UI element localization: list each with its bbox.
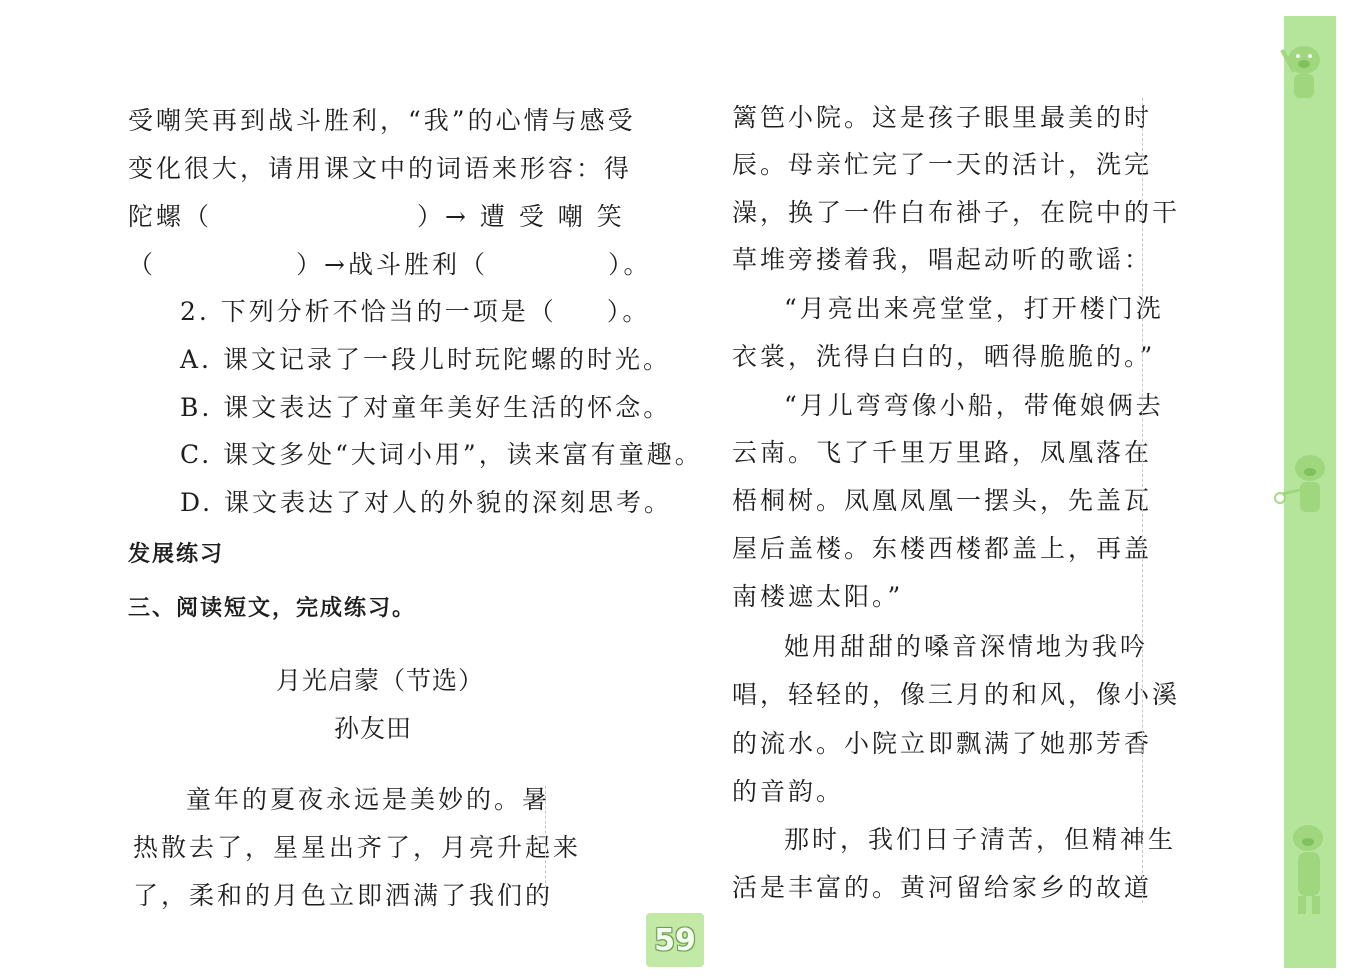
option-a: A. 课文记录了一段儿时玩陀螺的时光。	[180, 345, 671, 374]
passage-line-2: 热散去了，星星出齐了，月亮升起来	[133, 833, 582, 862]
right-line-5: “月亮出来亮堂堂，打开楼门洗	[784, 294, 1164, 323]
right-line-13: 唱，轻轻的，像三月的和风，像小溪	[732, 680, 1181, 709]
answer-middle-text: ）→战斗胜利（	[296, 250, 488, 279]
answer-suffix-text: ）→ 遭 受 嘲 笑	[417, 202, 625, 231]
section-heading: 发展练习	[128, 542, 225, 567]
question-2-close: ）。	[606, 297, 651, 326]
question-1-line-4	[128, 250, 651, 280]
cartoon-pig-bottom-icon	[1270, 820, 1334, 927]
option-d: D. 课文表达了对人的外貌的深刻思考。	[180, 488, 673, 517]
passage-column-divider	[545, 786, 546, 908]
right-line-12: 她用甜甜的嗓音深情地为我吟	[784, 632, 1149, 661]
right-line-9: 梧桐树。凤凰凤凰一摆头，先盖瓦	[732, 486, 1153, 515]
cartoon-pig-yoyo-icon	[1272, 450, 1336, 537]
answer-suffix-text: ）。	[607, 250, 652, 279]
page-number-badge	[646, 913, 704, 967]
right-line-1: 篱笆小院。这是孩子眼里最美的时	[732, 103, 1153, 132]
right-line-17: 活是丰富的。黄河留给家乡的故道	[732, 873, 1153, 902]
right-line-14: 的流水。小院立即飘满了她那芳香	[732, 729, 1153, 758]
answer-prefix-text: 陀螺（	[128, 202, 213, 231]
right-line-16: 那时，我们日子清苦，但精神生	[784, 825, 1177, 854]
right-line-11: 南楼遮太阳。”	[732, 582, 904, 611]
right-line-4: 草堆旁搂着我，唱起动听的歌谣：	[732, 245, 1153, 274]
question-1-line-2: 变化很大，请用课文中的词语来形容：得	[128, 154, 633, 183]
cartoon-pig-mascot-icon	[1268, 40, 1332, 117]
question-2-text: 2. 下列分析不恰当的一项是（	[180, 297, 557, 326]
right-line-8: 云南。飞了千里万里路，凤凰落在	[732, 438, 1153, 467]
right-line-10: 屋后盖楼。东楼西楼都盖上，再盖	[732, 534, 1153, 563]
question-1-line-3	[128, 202, 625, 232]
right-line-2: 辰。母亲忙完了一天的活计，洗完	[732, 150, 1153, 179]
task-heading: 三、阅读短文，完成练习。	[128, 596, 417, 621]
article-title: 月光启蒙（节选）	[276, 666, 485, 695]
page-number: 59	[654, 922, 696, 958]
option-c: C. 课文多处“大词小用”，读来富有童趣。	[180, 440, 703, 469]
question-1-line-1: 受嘲笑再到战斗胜利，“我”的心情与感受	[128, 106, 636, 135]
answer-prefix-text: （	[128, 250, 157, 279]
question-2-stem	[180, 297, 650, 327]
right-line-7: “月儿弯弯像小船，带俺娘俩去	[784, 391, 1164, 420]
passage-line-3: 了，柔和的月色立即洒满了我们的	[133, 881, 554, 910]
right-column-divider	[1142, 98, 1143, 903]
article-author: 孙友田	[334, 714, 413, 743]
right-line-6: 衣裳，洗得白白的，晒得脆脆的。”	[732, 342, 1156, 371]
right-line-3: 澡，换了一件白布褂子，在院中的干	[732, 198, 1181, 227]
passage-line-1: 童年的夏夜永远是美妙的。暑	[186, 785, 551, 814]
option-b: B. 课文表达了对童年美好生活的怀念。	[180, 393, 672, 422]
right-line-15: 的音韵。	[732, 777, 845, 806]
